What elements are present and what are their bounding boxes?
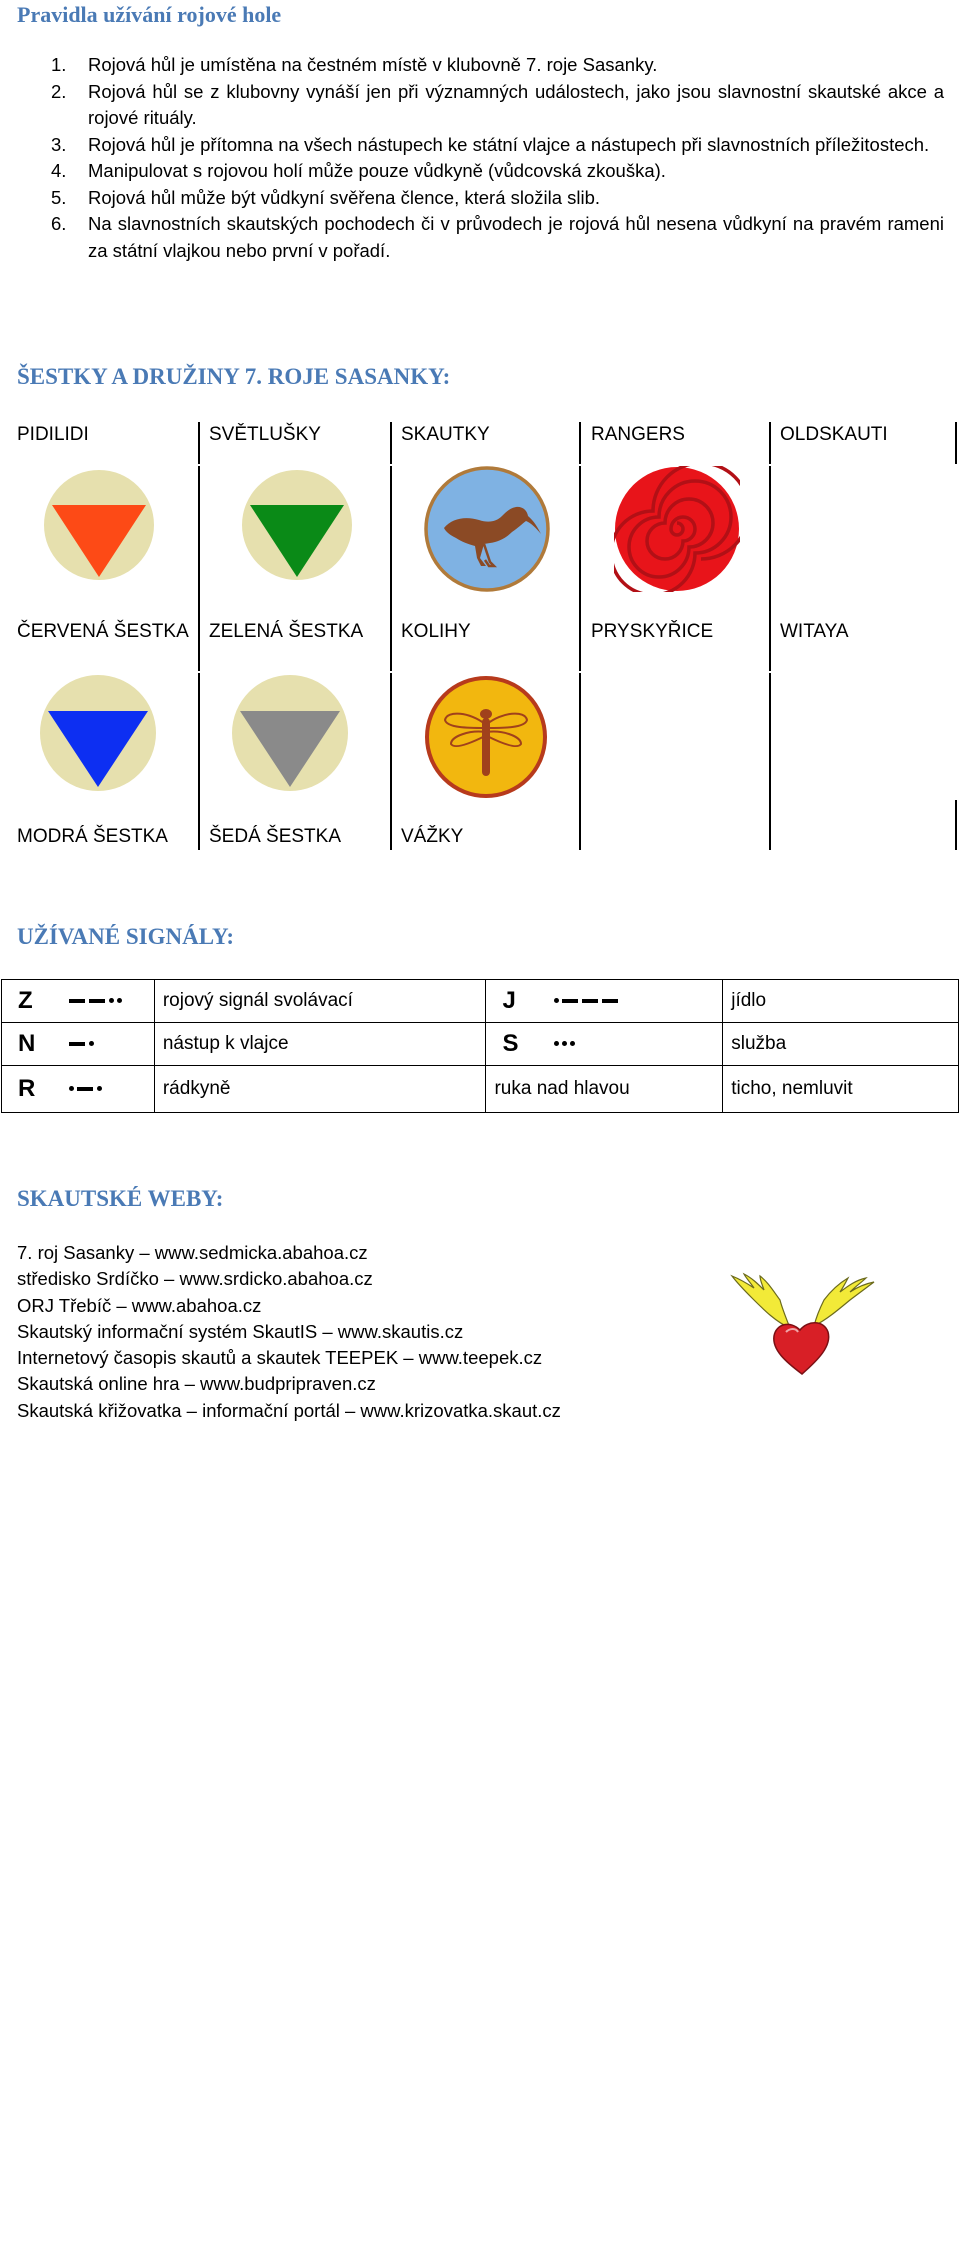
rule-item [0, 158, 944, 185]
signal-letter: S [502, 1030, 519, 1057]
signal-meaning: služba [723, 1023, 959, 1066]
grid-divider [390, 422, 392, 464]
webs-title: SKAUTSKÉ WEBY: [17, 1186, 224, 1211]
signal-meaning: rojový signál svolávací [154, 980, 486, 1023]
rule-text: Na slavnostních skautských pochodech či v průvodech je rojová hůl nesena vůdkyní na pravém rameni za státní vlajkou nebo první v pořadí. [88, 213, 944, 261]
group-label: PRYSKYŘICE [591, 621, 714, 642]
grid-divider [579, 466, 581, 671]
grid-divider [390, 673, 392, 850]
green-triangle-emblem [240, 470, 354, 580]
grid-divider [955, 800, 957, 850]
group-label: SVĚTLUŠKY [209, 424, 321, 445]
rule-item [0, 132, 944, 159]
rule-text: Rojová hůl se z klubovny vynáší jen při významných událostech, jako jsou slavnostní skautské akce a rojové rituály. [88, 80, 944, 128]
rule-number: 2. [51, 80, 67, 102]
curlew-bird-emblem [424, 466, 550, 592]
group-label: KOLIHY [401, 621, 471, 642]
group-label: MODRÁ ŠESTKA [17, 826, 168, 847]
signal-gesture: ruka nad hlavou [486, 1066, 723, 1113]
groups-title: ŠESTKY A DRUŽINY 7. ROJE SASANKY: [17, 364, 451, 389]
group-label: RANGERS [591, 424, 685, 445]
morse-code-icon [69, 990, 125, 1012]
grid-divider [198, 422, 200, 464]
signal-symbol [486, 1023, 723, 1066]
group-label: PIDILIDI [17, 424, 89, 445]
web-link[interactable]: Skautská křižovatka – informační portál – www.krizovatka.skaut.cz [17, 1399, 561, 1421]
signal-row [2, 1066, 959, 1113]
grid-divider [769, 673, 771, 850]
signal-letter: Z [18, 987, 33, 1014]
red-triangle-emblem [44, 470, 154, 580]
rule-item [0, 185, 944, 212]
web-links-list [17, 1240, 561, 1424]
web-link[interactable]: Skautský informační systém SkautIS – www.skautis.cz [17, 1320, 464, 1342]
rules-list [0, 52, 944, 264]
rule-text: Manipulovat s rojovou holí může pouze vůdkyně (vůdcovská zkouška). [88, 160, 666, 181]
grid-divider [579, 422, 581, 464]
signal-symbol [2, 1066, 155, 1113]
web-link[interactable]: Skautská online hra – www.budpripraven.cz [17, 1373, 376, 1395]
morse-code-icon [554, 990, 622, 1012]
group-label: WITAYA [780, 621, 849, 642]
rule-number: 6. [51, 213, 67, 234]
gray-triangle-emblem [232, 675, 348, 791]
group-label: ŠEDÁ ŠESTKA [209, 826, 341, 847]
signals-table [1, 979, 959, 1113]
rule-number: 5. [51, 186, 67, 208]
grid-divider [769, 422, 771, 464]
morse-code-icon [554, 1033, 578, 1055]
blue-triangle-emblem [40, 675, 156, 791]
rule-item [0, 211, 944, 264]
signal-meaning: nástup k vlajce [154, 1023, 486, 1066]
rule-item [0, 52, 944, 79]
grid-divider [198, 466, 200, 671]
morse-code-icon [69, 1033, 97, 1055]
group-label: ČERVENÁ ŠESTKA [17, 621, 189, 642]
signal-symbol [486, 980, 723, 1023]
signal-meaning: jídlo [723, 980, 959, 1023]
rules-title: Pravidla užívání rojové hole [17, 2, 282, 27]
signal-row [2, 980, 959, 1023]
grid-divider [579, 673, 581, 850]
signal-meaning: ticho, nemluvit [723, 1066, 959, 1113]
grid-divider [198, 673, 200, 850]
winged-heart-logo [728, 1270, 876, 1378]
rule-number: 1. [51, 54, 67, 75]
grid-divider [390, 466, 392, 671]
web-link[interactable]: ORJ Třebíč – www.abahoa.cz [17, 1294, 262, 1316]
dragonfly-emblem [425, 676, 547, 798]
web-link[interactable]: středisko Srdíčko – www.srdicko.abahoa.cz [17, 1268, 373, 1290]
red-spiral-emblem [614, 466, 740, 592]
group-label: ZELENÁ ŠESTKA [209, 621, 364, 642]
group-label: SKAUTKY [401, 424, 490, 445]
signal-letter: J [502, 987, 516, 1014]
group-label: OLDSKAUTI [780, 424, 888, 445]
rule-number: 3. [51, 133, 67, 155]
morse-code-icon [69, 1078, 105, 1100]
signal-symbol [2, 980, 155, 1023]
rule-number: 4. [51, 160, 67, 181]
signal-letter: R [18, 1075, 36, 1102]
rule-item [0, 79, 944, 132]
group-label: VÁŽKY [401, 826, 464, 847]
signal-letter: N [18, 1030, 36, 1057]
signal-meaning: rádkyně [154, 1066, 486, 1113]
signals-title: UŽÍVANÉ SIGNÁLY: [17, 924, 235, 949]
rule-text: Rojová hůl je přítomna na všech nástupech ke státní vlajce a nástupech při slavnostních příležitostech. [88, 133, 930, 155]
signal-row [2, 1023, 959, 1066]
web-link[interactable]: 7. roj Sasanky – www.sedmicka.abahoa.cz [17, 1242, 368, 1263]
signal-symbol [2, 1023, 155, 1066]
rule-text: Rojová hůl je umístěna na čestném místě v klubovně 7. roje Sasanky. [88, 54, 658, 75]
grid-divider [955, 422, 957, 464]
rule-text: Rojová hůl může být vůdkyní svěřena člence, která složila slib. [88, 186, 601, 208]
web-link[interactable]: Internetový časopis skautů a skautek TEEPEK – www.teepek.cz [17, 1347, 543, 1369]
grid-divider [769, 466, 771, 671]
